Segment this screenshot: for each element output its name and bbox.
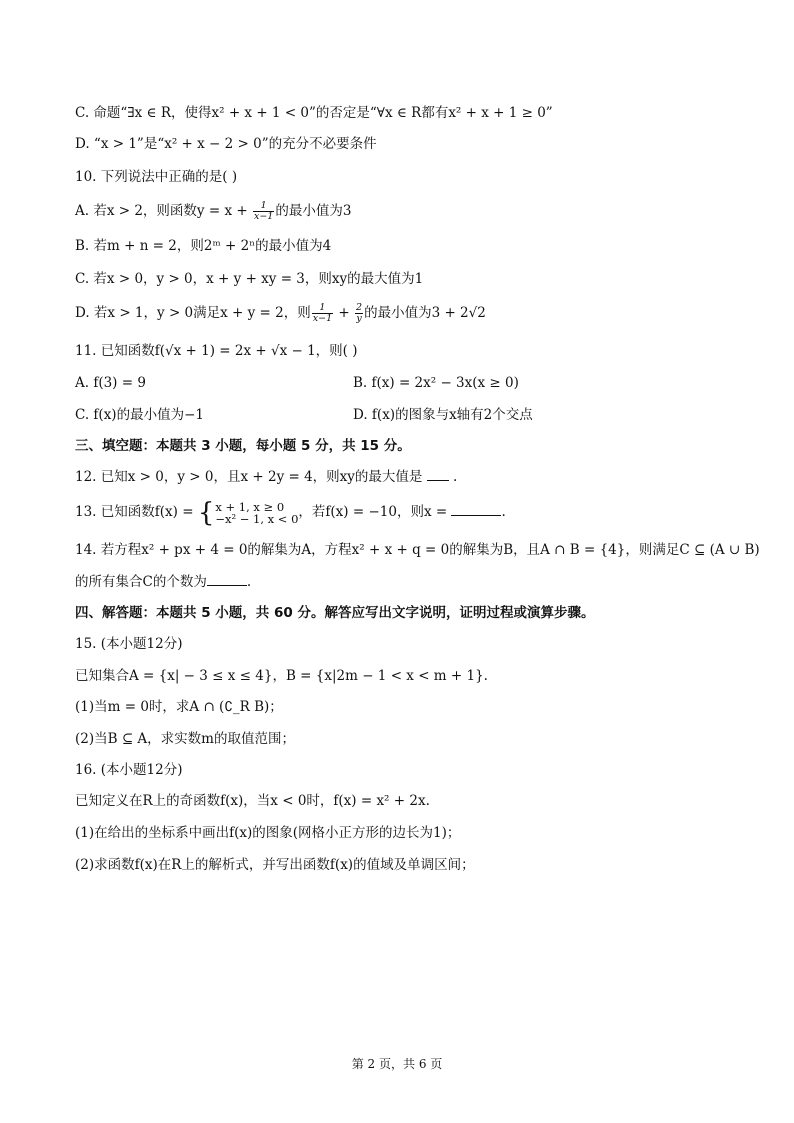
question-11-option-b: B. f(x) = 2x² − 3x(x ≥ 0) [353, 375, 519, 391]
piecewise-cases: x + 1, x ≥ 0 −x² − 1, x < 0 [215, 499, 299, 526]
fraction: $\frac{1}{x-1}$ [253, 200, 274, 222]
question-16-part-2: (2)求函数f(x)在R上的解析式，并写出函数f(x)的值域及单调区间； [75, 857, 475, 873]
section-3-heading: 三、填空题：本题共 3 小题，每小题 5 分，共 15 分。 [75, 438, 411, 454]
question-11-option-c: C. f(x)的最小值为−1 [75, 407, 204, 423]
page-footer: 第 2 页，共 6 页 [351, 1057, 443, 1071]
question-14-line-1: 14. 若方程x² + px + 4 = 0的解集为A，方程x² + x + q = 0的解集为B，且A ∩ B = {4}，则满足C ⊆ (A ∪ B) [75, 542, 760, 558]
question-10-option-c: C. 若x > 0，y > 0，x + y + xy = 3，则xy的最大值为1 [75, 271, 424, 287]
question-14-line-2: 的所有集合C的个数为 . [75, 574, 252, 590]
question-11-option-a: A. f(3) = 9 [75, 375, 146, 391]
question-15-sets: 已知集合A = {x| − 3 ≤ x ≤ 4}，B = {x|2m − 1 < x < m + 1}. [75, 668, 488, 684]
question-10-stem: 10. 下列说法中正确的是( ) [75, 169, 238, 185]
question-11-stem: 11. 已知函数f(√x + 1) = 2x + √x − 1，则( ) [75, 343, 358, 359]
question-15-part-2: (2)当B ⊆ A，求实数m的取值范围； [75, 731, 295, 747]
question-12: 12. 已知x > 0，y > 0，且x + 2y = 4，则xy的最大值是 . [75, 469, 458, 485]
answer-blank [207, 573, 247, 586]
question-15-heading: 15. (本小题12分) [75, 636, 183, 652]
section-4-heading: 四、解答题：本题共 5 小题，共 60 分。解答应写出文字说明，证明过程或演算步骤。 [75, 605, 595, 621]
question-11-option-d: D. f(x)的图象与x轴有2个交点 [353, 407, 533, 423]
fraction: $\frac{1}{x-1}$ [312, 302, 333, 324]
question-13: 13. 已知函数f(x) = { x + 1, x ≥ 0 −x² − 1, x < 0 ，若f(x) = −10，则x = . [75, 497, 506, 528]
question-16-heading: 16. (本小题12分) [75, 762, 183, 778]
question-10-option-b: B. 若m + n = 2，则2ᵐ + 2ⁿ的最小值为4 [75, 238, 332, 254]
option-c-negation: C. 命题“∃x ∈ R，使得x² + x + 1 < 0”的否定是“∀x ∈ R都有x² + x + 1 ≥ 0” [75, 105, 553, 121]
piecewise-brace: { [197, 497, 215, 528]
fraction: $\frac{2}{y}$ [356, 302, 363, 324]
question-16-definition: 已知定义在R上的奇函数f(x)，当x < 0时，f(x) = x² + 2x. [75, 793, 430, 809]
question-10-option-d: D. 若x > 1，y > 0满足x + y = 2，则 $\frac{1}{x-1}$ + $\frac{2}{y}$ 的最小值为3 + 2√2 [75, 302, 486, 324]
question-15-part-1: (1)当m = 0时，求A ∩ (∁_R B)； [75, 699, 283, 715]
answer-blank [427, 468, 449, 481]
question-16-part-1: (1)在给出的坐标系中画出f(x)的图象(网格小正方形的边长为1)； [75, 825, 461, 841]
answer-blank [451, 503, 501, 516]
question-10-option-a: A. 若x > 2，则函数y = x + $\frac{1}{x-1}$ 的最小值为3 [75, 200, 352, 222]
option-d-condition: D. “x > 1”是“x² + x − 2 > 0”的充分不必要条件 [75, 136, 377, 152]
